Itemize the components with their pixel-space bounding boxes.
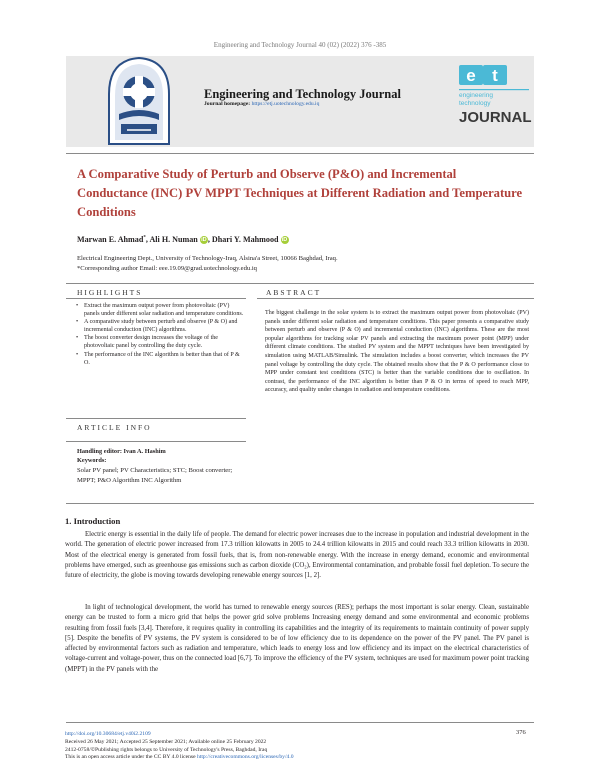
divider <box>66 153 534 154</box>
journal-title: Engineering and Technology Journal <box>204 87 401 101</box>
doi-link[interactable]: http://doi.org/10.30684/etj.v40i2.2109 <box>65 731 151 737</box>
section-heading: 1. Introduction <box>65 516 121 526</box>
footer <box>65 731 294 762</box>
svg-text:t: t <box>492 66 498 85</box>
license-text: This is an open access article under the CC BY 4.0 license <box>65 754 197 761</box>
divider <box>257 298 534 299</box>
list-item: • A comparative study between perturb and observe (P & O) and incremental conduction (INC) algorithms. <box>74 318 246 334</box>
divider <box>66 418 246 419</box>
abstract-heading: ABSTRACT <box>266 288 322 297</box>
rights: 2412-0758/©Publishing rights belongs to University of Technology's Press, Baghdad, Iraq <box>65 746 268 753</box>
orcid-icon[interactable]: iD <box>201 237 207 244</box>
handling-editor: Handling editor: Ivan A. Hashim <box>77 448 166 455</box>
homepage-link[interactable]: https://etj.uotechnology.edu.iq <box>251 101 320 107</box>
university-logo-icon <box>101 54 177 146</box>
list-item: • Extract the maximum output power from photovoltaic (PV) panels under different solar radiation and temperature conditions. <box>74 302 246 318</box>
orcid-icon[interactable]: iD <box>281 237 288 244</box>
logo-word-1: engineering <box>459 92 493 99</box>
corresponding-email: *Corresponding author Email: eee.19.09@grad.uotechnology.edu.iq <box>77 265 257 272</box>
author-list <box>77 235 289 244</box>
abstract-text: The biggest challenge in the solar system is to extract the maximum output power from photovoltaic (PV) panels under different solar radiation and temperature conditions. This paper presents a comparative study between perturb and observe (P & O) and incremental conduction (INC) algorithms. These are the most popular algorithms for tracking solar PV panels and extracting the maximum power point (MPP) under different climate conditions. The studied PV system and the MPPT techniques have been investigated by simulation using MATLAB/Simulink. The simulation includes a boost converter, which increases the PV panel voltage by controlling the duty cycle. The obtained results show that the P & O performance close to MPP under constant test conditions (STC) is better than the variable conditions due to oscillation. In contrast, the performance of the INC algorithm is better than P & O in terms of speed to reach MPP, accuracy, and quality under changes in radiation and temperature conditions. <box>265 310 529 394</box>
highlights-list <box>74 302 246 367</box>
running-header: Engineering and Technology Journal 40 (02) (2022) 376 -385 <box>213 41 387 49</box>
article-title: A Comparative Study of Perturb and Observe (P&O) and Incremental Conductance (INC) PV MPPT Techniques at Different Radiation and Temperature Conditions <box>77 167 523 219</box>
license-line <box>65 754 294 762</box>
logo-word-2: technology <box>459 100 491 107</box>
divider <box>66 298 246 299</box>
author-separator: , <box>207 235 212 244</box>
body-paragraph: In light of technological development, the world has turned to renewable energy sources (RES); perhaps the most important is solar energy. Clean, sustainable energy can be trusted to form a micro grid that helps the power grid solve problems Increasing energy demand and some environmental and economic problems resulting from fossil fuels [3,4]. Therefore, it requires quality in controlling its capabilities and the integrity of its requirements to maintain continuity of power supply [5]. Despite the benefits of PV systems, the PV system is considered to be of low efficiency due to its dependence on the power of the PV panel. The PV panel is affected by environmental factors such as radiation and temperature, which leads to energy loss and low efficiency and its impact on the electrical characteristics of voltage-current and voltage-power, thus on the connected load [6,7]. To improve the efficiency of the PV system, techniques are used for maximum power point tracking (MPPT) in the PV panels with the <box>65 604 529 673</box>
list-item: • The boost converter design increases the voltage of the photovoltaic panel by controlling the duty cycle. <box>74 334 246 350</box>
divider <box>66 441 246 442</box>
author-name: Marwan E. Ahmad <box>77 235 144 244</box>
author-name: Dhari Y. Mahmood <box>211 235 279 244</box>
keywords: Solar PV panel; PV Characteristics; STC; Boost converter; MPPT; P&O Algorithm INC Algorithm <box>77 467 233 484</box>
page-number: 376 <box>516 729 526 736</box>
keywords-label: Keywords: <box>77 457 107 464</box>
article-info-heading: ARTICLE INFO <box>77 423 152 432</box>
corresponding-mark: * <box>143 235 146 241</box>
svg-text:e: e <box>466 66 476 85</box>
body-paragraph: Electric energy is essential in the daily life of people. The demand for electric power increases due to the increase in population and industrial development in the world. The generation of electric power increased from 17.3 trillion kilowatts in 2005 to 24.4 trillion kilowatts in 2015 and could reach 33.3 trillion kilowatts in 2030. Most of the electrical energy is generated from fossil fuels, that is, from non-renewable energy. With the increase in energy demand, economic and environmental problems have emerged, such as greenhouse gas emissions such as carbon dioxide (CO₂), Environmental contamination, and probable fossil fuel depletion. To secure the future of electricity, the globe is moving towards developing renewable energy sources [1, 2]. <box>65 531 529 580</box>
et-journal-logo-icon <box>456 63 534 131</box>
homepage-label: Journal homepage: <box>204 101 251 107</box>
divider <box>66 503 534 504</box>
logo-word-3: JOURNAL <box>459 109 532 126</box>
dates: Received 26 May 2021; Accepted 25 September 2021; Available online 25 February 2022 <box>65 738 267 745</box>
author-separator: , <box>145 235 150 244</box>
divider <box>66 722 534 723</box>
highlights-heading: HIGHLIGHTS <box>77 288 143 297</box>
affiliation: Electrical Engineering Dept., University of Technology-Iraq, Alsina'a Street, 10066 Baghdad, Iraq. <box>77 255 338 262</box>
divider <box>66 283 534 284</box>
author-name: Ali H. Numan <box>149 235 198 244</box>
affiliation-block <box>77 254 338 274</box>
license-link[interactable]: http://creativecommons.org/licenses/by/4.0 <box>197 754 294 761</box>
list-item: • The performance of the INC algorithm is better than that of P & O. <box>74 351 246 367</box>
journal-homepage <box>204 101 319 107</box>
